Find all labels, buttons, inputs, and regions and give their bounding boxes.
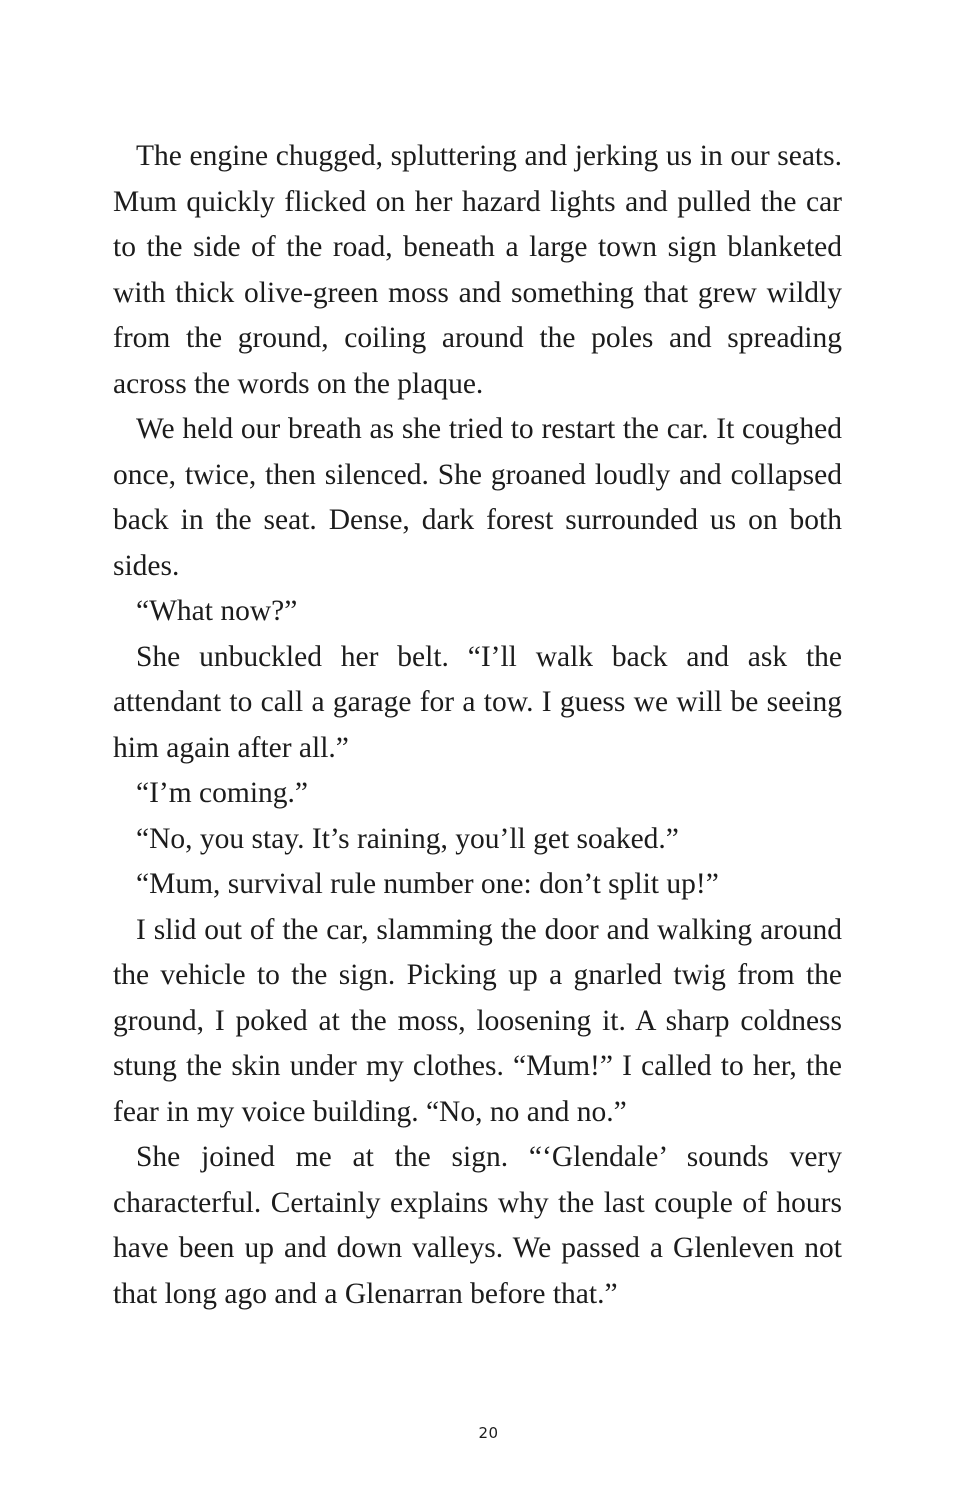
- page-number: 20: [478, 1424, 499, 1442]
- paragraph-4: She unbuckled her belt. “I’ll walk back and ask the attendant to call a garage for a tow. I guess we will be seeing him again after all.”: [113, 640, 842, 764]
- paragraph-6: “No, you stay. It’s raining, you’ll get soaked.”: [136, 822, 679, 855]
- paragraph-3: “What now?”: [136, 595, 298, 627]
- paragraph-5: “I’m coming.”: [136, 777, 309, 809]
- body-text: [113, 134, 842, 1317]
- paragraph-9: She joined me at the sign. “‘Glendale’ sounds very characterful. Certainly explains why the last couple of hours have been up and down valleys. We passed a Glenleven not that long ago and a Glenarran before that.”: [113, 1141, 842, 1310]
- paragraph-8: I slid out of the car, slamming the door and walking around the vehicle to the sign. Picking up a gnarled twig from the ground, I poked at the moss, loosening it. A sharp coldness stung the skin under my clothes. “Mum!” I called to her, the fear in my voice building. “No, no and no.”: [113, 913, 842, 1128]
- paragraph-7: “Mum, survival rule number one: don’t split up!”: [136, 868, 719, 900]
- paragraph-1: The engine chugged, spluttering and jerking us in our seats. Mum quickly flicked on her hazard lights and pulled the car to the side of the road, beneath a large town sign blanketed with thick olive-green moss and something that grew wildly from the ground, coiling around the poles and spreading across the words on the plaque.: [113, 140, 842, 400]
- paragraph-2: We held our breath as she tried to restart the car. It coughed once, twice, then silenced. She groaned loudly and collapsed back in the seat. Dense, dark forest surrounded us on both sides.: [113, 413, 842, 582]
